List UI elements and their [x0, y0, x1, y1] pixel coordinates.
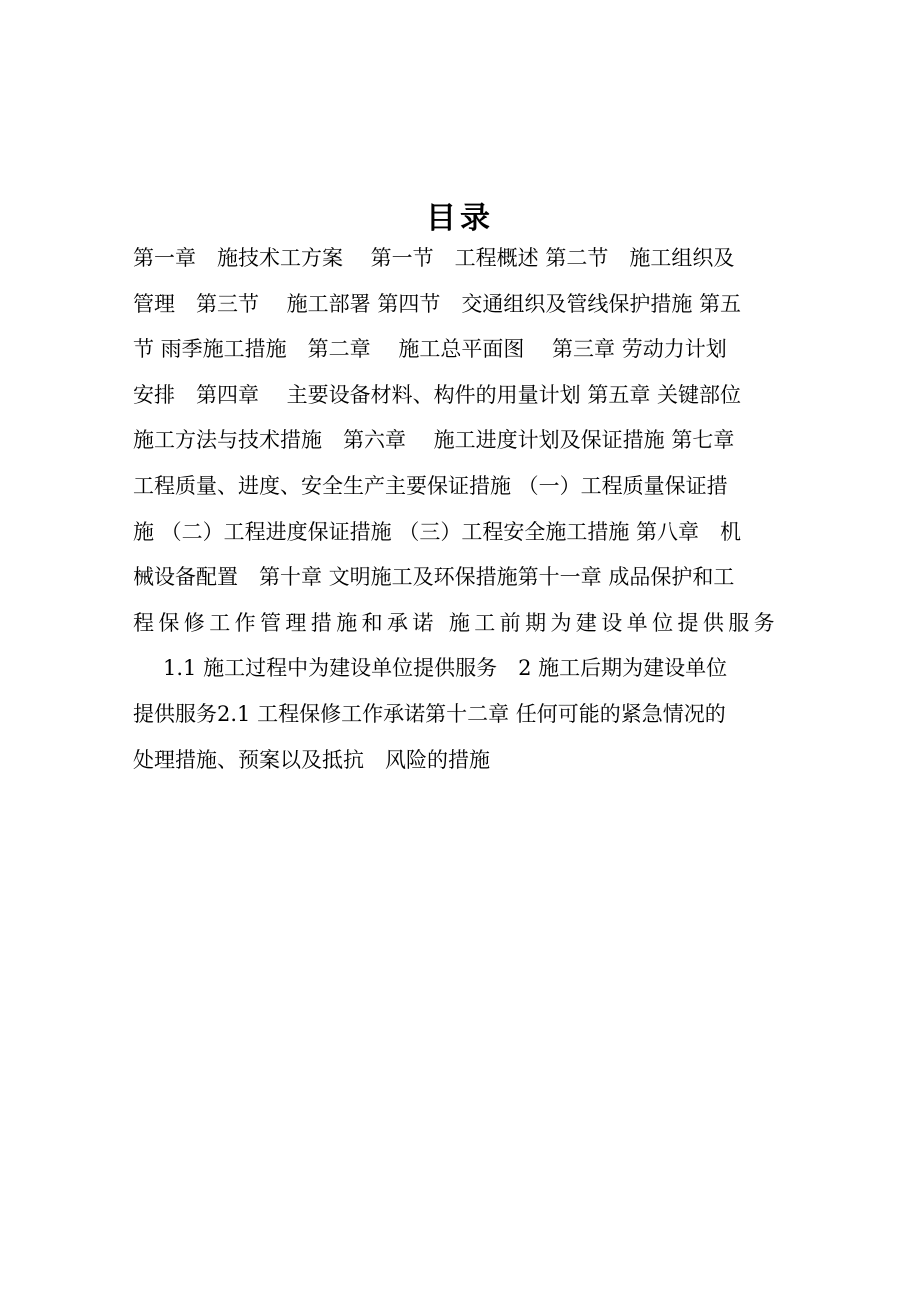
- page-title: 目录: [426, 201, 494, 236]
- toc-line: 程保修工作管理措施和承诺 施工前期为建设单位提供服务: [133, 610, 780, 635]
- toc-line: 安排 第四章 主要设备材料、构件的用量计划 第五章 关键部位: [133, 382, 742, 407]
- toc-line: 械设备配置 第十章 文明施工及环保措施第十一章 成品保护和工: [133, 565, 735, 590]
- toc-line: 工程质量、进度、安全生产主要保证措施 （一）工程质量保证措: [133, 473, 728, 498]
- toc-line: 1.1 施工过程中为建设单位提供服务 2 施工后期为建设单位: [163, 656, 728, 681]
- toc-line: 处理措施、预案以及抵抗 风险的措施: [133, 747, 490, 772]
- toc-line: 提供服务2.1 工程保修工作承诺第十二章 任何可能的紧急情况的: [133, 701, 726, 726]
- table-of-contents: [133, 236, 803, 783]
- toc-line: 施 （二）工程进度保证措施 （三）工程安全施工措施 第八章 机: [133, 519, 742, 544]
- toc-line: 管理 第三节 施工部署 第四节 交通组织及管线保护措施 第五: [133, 291, 742, 316]
- toc-line: 第一章 施技术工方案 第一节 工程概述 第二节 施工组织及: [133, 246, 735, 270]
- toc-line: 施工方法与技术措施 第六章 施工进度计划及保证措施 第七章: [133, 428, 735, 453]
- toc-line: 节 雨季施工措施 第二章 施工总平面图 第三章 劳动力计划: [133, 337, 727, 362]
